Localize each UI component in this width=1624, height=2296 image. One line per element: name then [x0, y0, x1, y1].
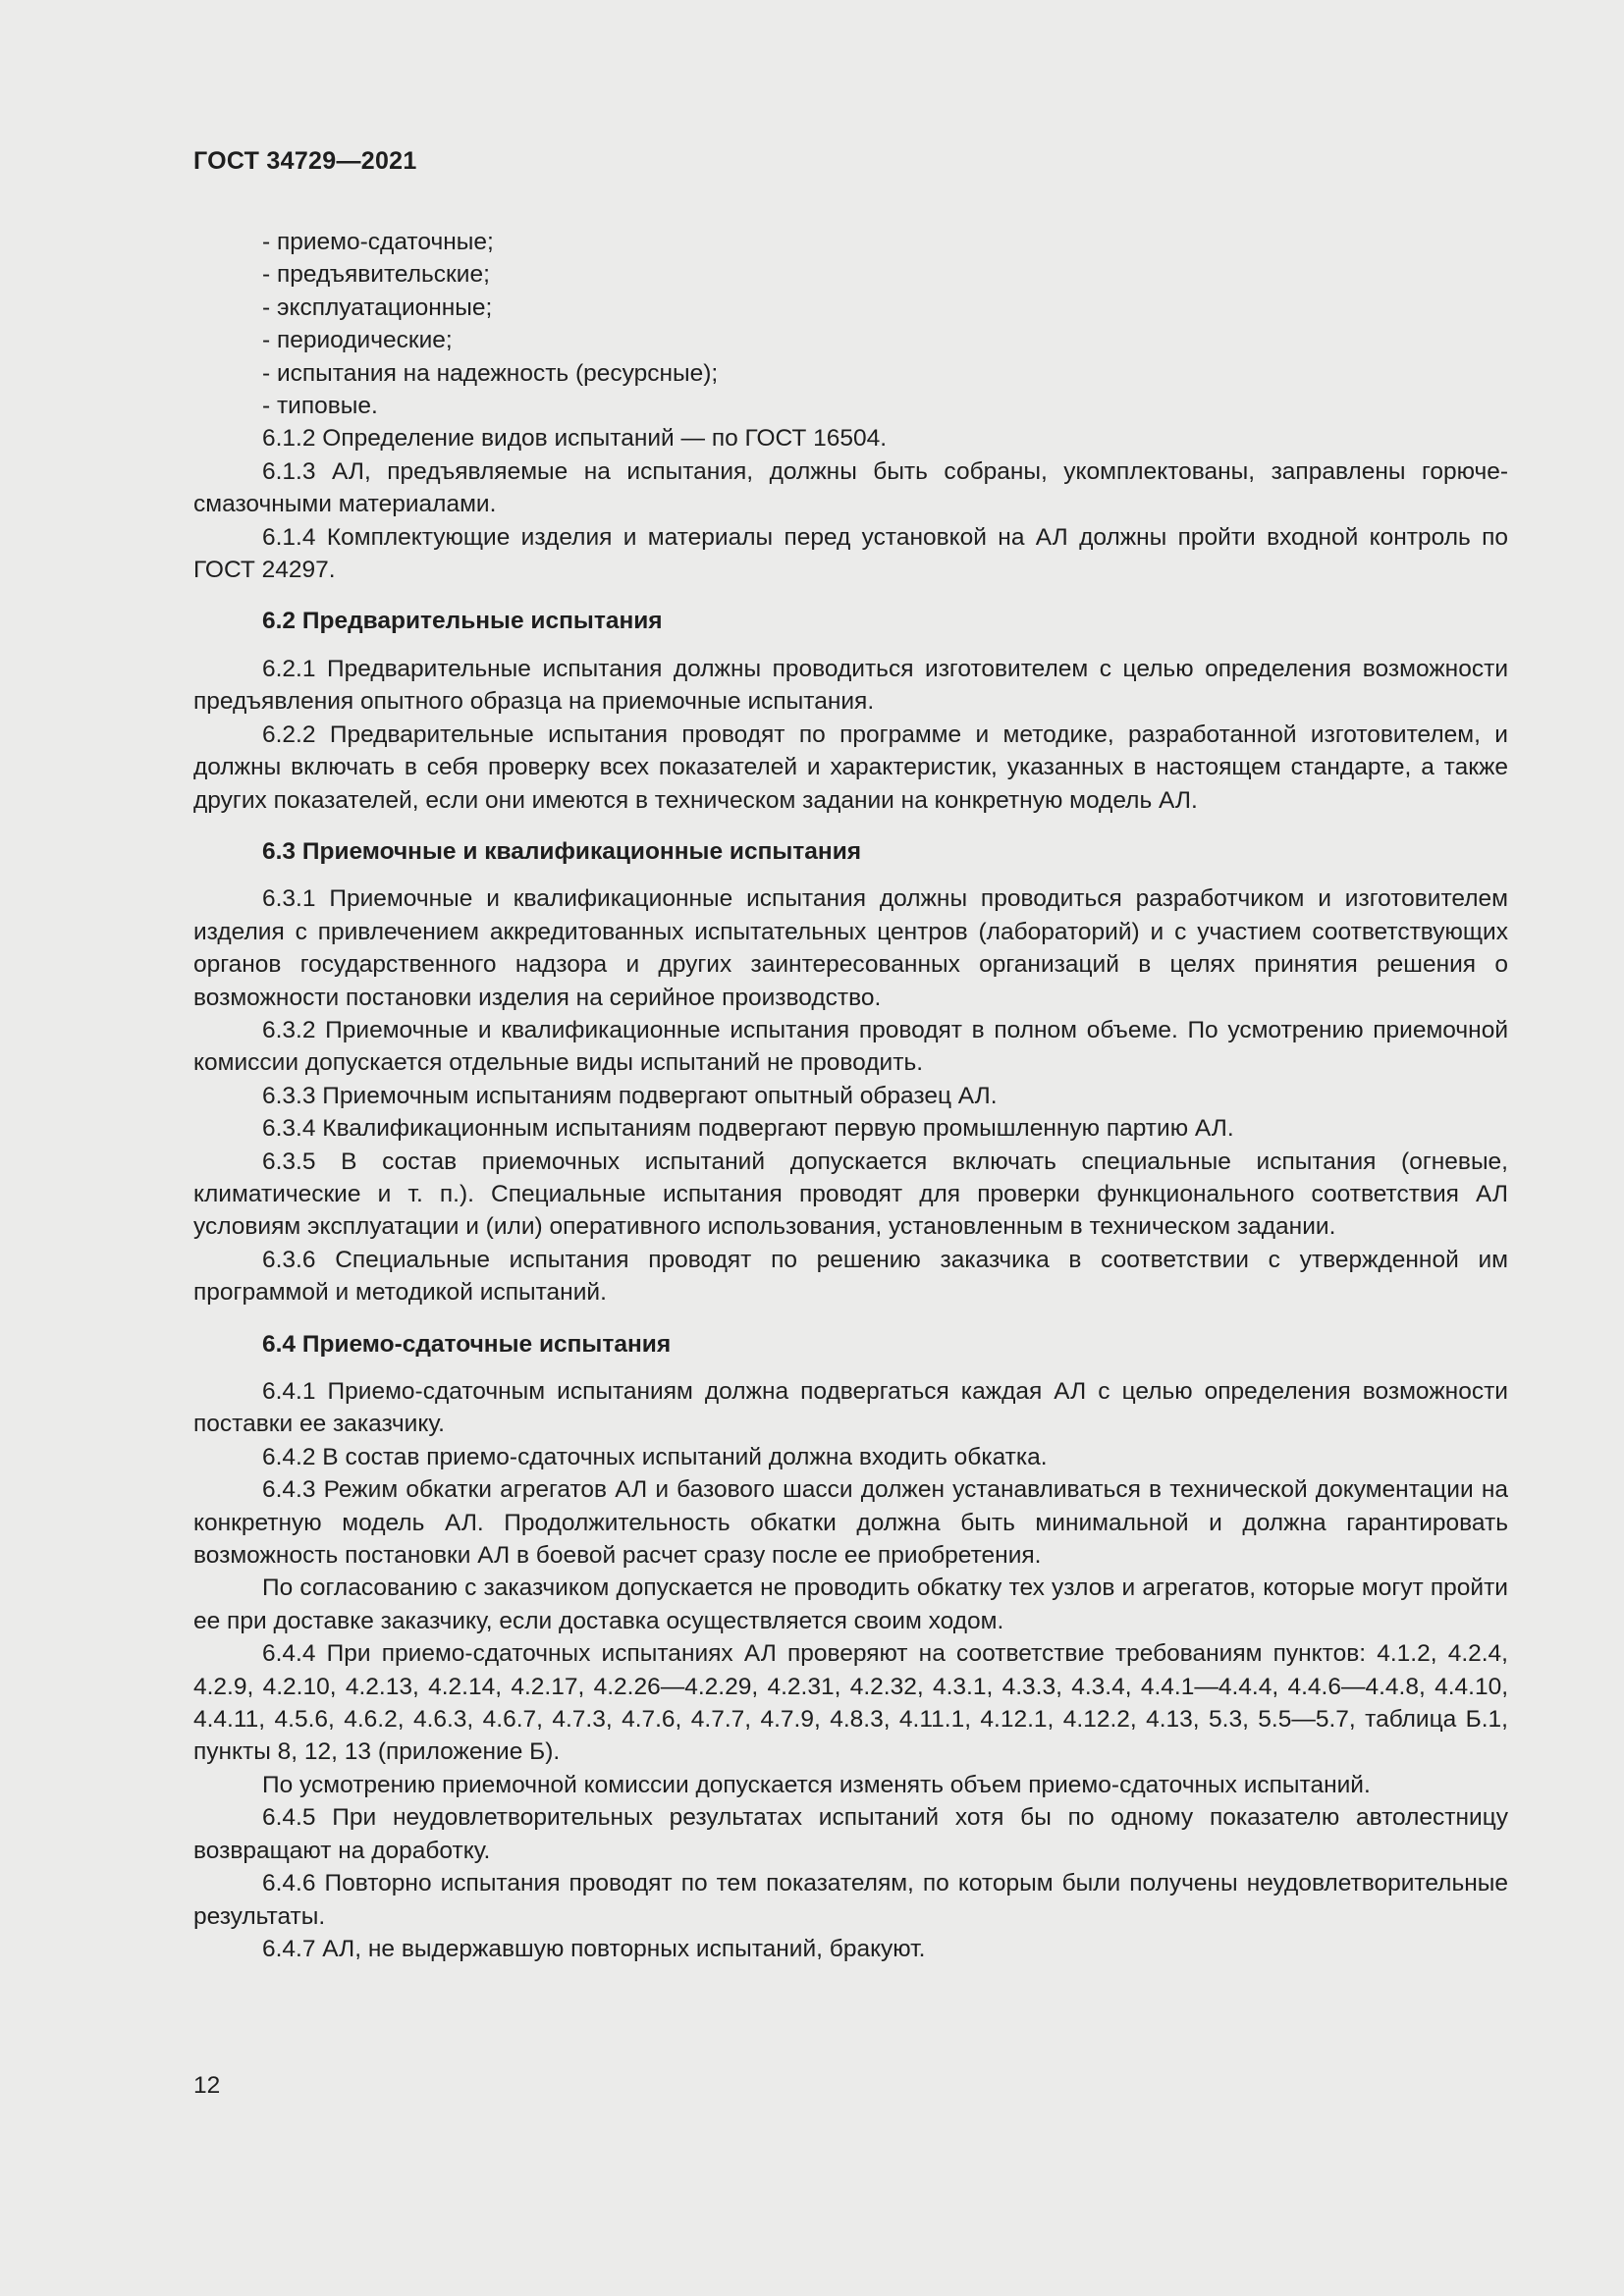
paragraph-6-3-5: 6.3.5 В состав приемочных испытаний допускается включать специальные испытания (огневые, климатические и т. п.). Специальные испытания проводят для проверки функционального соответствия АЛ условиям эксплуатации и (или) оперативного использования, установленным в техническом задании. [193, 1148, 1508, 1241]
paragraph-6-1-4: 6.1.4 Комплектующие изделия и материалы перед установкой на АЛ должны пройти входной контроль по ГОСТ 24297. [193, 523, 1508, 584]
paragraph-6-3-3: 6.3.3 Приемочным испытаниям подвергают опытный образец АЛ. [262, 1082, 998, 1109]
page-content [193, 226, 1508, 1965]
paragraph-6-3-6: 6.3.6 Специальные испытания проводят по решению заказчика в соответствии с утвержденной им программой и методикой испытаний. [193, 1246, 1508, 1307]
section-heading-6-4: 6.4 Приемо-сдаточные испытания [262, 1330, 672, 1358]
list-item: - периодические; [262, 327, 453, 354]
paragraph-6-4-1: 6.4.1 Приемо-сдаточным испытаниям должна подвергаться каждая АЛ с целью определения возможности поставки ее заказчику. [193, 1378, 1508, 1438]
list-item: - предъявительские; [262, 261, 490, 289]
list-item: - испытания на надежность (ресурсные); [262, 359, 719, 387]
section-heading-6-3: 6.3 Приемочные и квалификационные испытания [262, 837, 862, 865]
paragraph-6-4-6: 6.4.6 Повторно испытания проводят по тем показателям, по которым были получены неудовлетворительные результаты. [193, 1870, 1508, 1930]
page-number: 12 [193, 2072, 221, 2099]
list-item: - типовые. [262, 393, 378, 420]
paragraph-6-4-2: 6.4.2 В состав приемо-сдаточных испытаний должна входить обкатка. [262, 1443, 1048, 1470]
paragraph-6-2-1: 6.2.1 Предварительные испытания должны проводиться изготовителем с целью определения возможности предъявления опытного образца на приемочные испытания. [193, 655, 1508, 716]
paragraph-6-4-3: 6.4.3 Режим обкатки агрегатов АЛ и базового шасси должен устанавливаться в технической документации на конкретную модель АЛ. Продолжительность обкатки должна быть минимальной и должна гарантировать возможность постановки АЛ в боевой расчет сразу после ее приобретения. [193, 1476, 1508, 1570]
paragraph-6-4-4-note: По усмотрению приемочной комиссии допускается изменять объем приемо-сдаточных испытаний. [262, 1771, 1371, 1798]
paragraph-6-4-3-note: По согласованию с заказчиком допускается не проводить обкатку тех узлов и агрегатов, которые могут пройти ее при доставке заказчику, если доставка осуществляется своим ходом. [193, 1575, 1508, 1634]
paragraph-6-3-2: 6.3.2 Приемочные и квалификационные испытания проводят в полном объеме. По усмотрению приемочной комиссии допускается отдельные виды испытаний не проводить. [193, 1016, 1508, 1077]
paragraph-6-2-2: 6.2.2 Предварительные испытания проводят по программе и методике, разработанной изготовителем, и должны включать в себя проверку всех показателей и характеристик, указанных в настоящем стандарте, а также других показателей, если они имеются в техническом задании на конкретную модель АЛ. [193, 721, 1508, 814]
paragraph-6-4-7: 6.4.7 АЛ, не выдержавшую повторных испытаний, бракуют. [262, 1935, 926, 1962]
paragraph-6-4-4: 6.4.4 При приемо-сдаточных испытаниях АЛ проверяют на соответствие требованиям пунктов: 4.1.2, 4.2.4, 4.2.9, 4.2.10, 4.2.13, 4.2.14, 4.2.17, 4.2.26—4.2.29, 4.2.31, 4.2.32, 4.3.1, 4.3.3, 4.3.4, 4.4.1—4.4.4, 4.4.6—4.4.8, 4.4.10, 4.4.11, 4.5.6, 4.6.2, 4.6.3, 4.6.7, 4.7.3, 4.7.6, 4.7.7, 4.7.9, 4.8.3, 4.11.1, 4.12.1, 4.12.2, 4.13, 5.3, 5.5—5.7, таблица Б.1, пункты 8, 12, 13 (приложение Б). [193, 1640, 1508, 1766]
paragraph-6-1-3: 6.1.3 АЛ, предъявляемые на испытания, должны быть собраны, укомплектованы, заправлены горюче-смазочными материалами. [193, 457, 1508, 518]
page-header: ГОСТ 34729—2021 [193, 147, 417, 175]
paragraph-6-3-4: 6.3.4 Квалификационным испытаниям подвергают первую промышленную партию АЛ. [262, 1115, 1234, 1143]
paragraph-6-3-1: 6.3.1 Приемочные и квалификационные испытания должны проводиться разработчиком и изготовителем изделия с привлечением аккредитованных испытательных центров (лабораторий) и с участием соответствующих органов государственного надзора и других заинтересованных организаций в целях принятия решения о возможности постановки изделия на серийное производство. [193, 885, 1508, 1011]
paragraph-6-1-2: 6.1.2 Определение видов испытаний — по ГОСТ 16504. [262, 425, 888, 453]
section-heading-6-2: 6.2 Предварительные испытания [262, 608, 663, 635]
paragraph-6-4-5: 6.4.5 При неудовлетворительных результатах испытаний хотя бы по одному показателю автолестницу возвращают на доработку. [193, 1804, 1508, 1864]
list-item: - эксплуатационные; [262, 294, 493, 321]
list-item: - приемо-сдаточные; [262, 229, 494, 255]
